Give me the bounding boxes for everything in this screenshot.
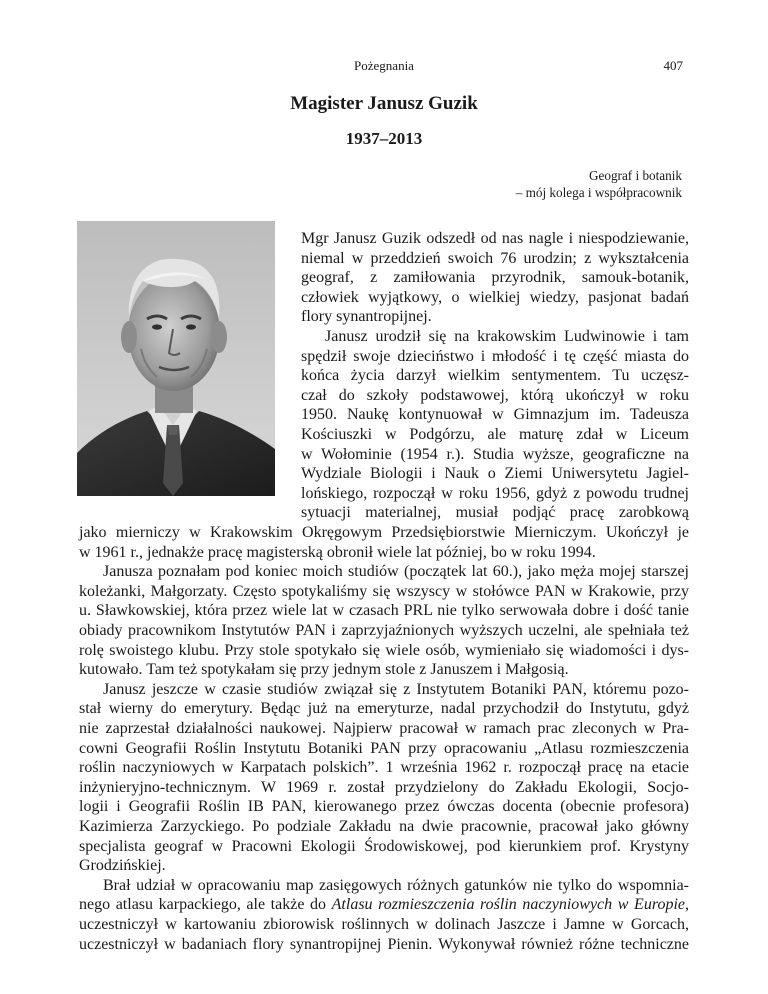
body-line: Janusz jeszcze w czasie studiów związał się z Instytutem Botaniki PAN, któremu pozo- <box>103 681 689 698</box>
body-line: nie zaprzestał działalności naukowej. Najpierw pracował w ramach prac zleconych w Pra- <box>79 720 689 737</box>
body-line: jako mierniczy w Krakowskim Okręgowym Przedsiębiorstwie Mierniczym. Ukończył je <box>79 524 689 541</box>
body-line: flory synantropijnej. <box>301 308 432 325</box>
body-line: uczestniczył w kartowaniu zbiorowisk roślinnych w dolinach Jaszcze i Jamne w Gorcach, <box>79 916 689 933</box>
body-line: Janusza poznałam pod koniec moich studiów (początek lat 60.), jako męża mojej starszej <box>103 563 689 580</box>
body-line: Brał udział w opracowaniu map zasięgowych różnych gatunków nie tylko do wspomnia- <box>103 877 689 894</box>
body-line: Mgr Janusz Guzik odszedł od nas nagle i niespodziewanie, <box>301 230 689 247</box>
body-line: u. Sławkowskiej, która przez wiele lat w czasach PRL nie tylko serwowała dobre i dość tanie <box>79 602 689 619</box>
body-line: Grodzińskiej. <box>79 857 166 874</box>
body-line: specjalista geograf w Pracowni Ekologii Środowiskowej, pod kierunkiem prof. Krystyny <box>79 838 689 855</box>
body-line: sytuacji materialnej, musiał podjąć pracę zarobkową <box>301 504 689 521</box>
running-head <box>0 58 768 78</box>
portrait-illustration <box>77 221 275 496</box>
body-line: Kościuszki w Podgórzu, ale maturę zdał w Liceum <box>301 426 689 443</box>
body-line: stał wierny do emerytury. Będąc już na emeryturze, nadal przychodził do Instytutu, gdyż <box>79 700 689 717</box>
body-line: obiady pracownikom Instytutów PAN i zaprzyjaźnionych wyższych uczelni, ale spełniała też <box>79 622 689 639</box>
body-line: geograf, z zamiłowania przyrodnik, samouk-botanik, <box>301 269 689 286</box>
body-line: kutowało. Tam też spotykałam się przy jednym stole z Januszem i Małgosią. <box>79 661 569 678</box>
body-line: człowiek wyjątkowy, o wielkiej wiedzy, pasjonat badań <box>301 289 689 306</box>
body-line: logii i Geografii Roślin IB PAN, kierowanego przez ówczas docenta (obecnie profesora) <box>79 798 689 815</box>
epigraph-line: – mój kolega i współpracownik <box>515 184 682 200</box>
body-line: spędził swoje dzieciństwo i młodość i tę część miasta do <box>301 348 689 365</box>
running-title: Pożegnania <box>354 58 414 73</box>
book-title-italic: Atlasu rozmieszczenia roślin naczyniowych w Europie <box>331 896 686 913</box>
body-line: niemal w przeddzień swoich 76 urodzin; z wykształcenia <box>301 250 689 267</box>
body-line: czał do szkoły podstawowej, którą ukończył w roku <box>301 387 689 404</box>
body-line: roślin naczyniowych w Karpatach polskich”. 1 września 1962 r. rozpoczął pracę na etacie <box>79 759 689 776</box>
body-text-run: , <box>685 896 690 913</box>
body-line: w Wołominie (1954 r.). Studia wyższe, geograficzne na <box>301 446 689 463</box>
body-line: uczestniczył w badaniach flory synantropijnej Pienin. Wykonywał również różne techniczne <box>79 936 689 953</box>
portrait-photo <box>77 221 275 496</box>
article-title: Magister Janusz Guzik <box>290 93 478 114</box>
body-line: w 1961 r., jednakże pracę magisterską obronił wiele lat później, bo w roku 1994. <box>79 544 596 561</box>
life-dates: 1937–2013 <box>345 129 423 148</box>
body-line: lońskiego, rozpoczął w roku 1956, gdyż z powodu trudnej <box>301 485 689 502</box>
body-line: końca życia darzył wielkim sentymentem. Tu uczęsz- <box>301 367 689 384</box>
body-text-run: nego atlasu karpackiego, ale także do <box>79 896 332 913</box>
epigraph <box>516 168 682 201</box>
body-line: inżynieryjno-technicznym. W 1969 r. został przydzielony do Zakładu Ekologii, Socjo- <box>79 779 689 796</box>
body-line: koleżanki, Małgorzaty. Często spotykaliśmy się wszyscy w stołówce PAN w Krakowie, przy <box>79 583 689 600</box>
body-line: Wydziale Biologii i Nauk o Ziemi Uniwersytetu Jagiel- <box>301 465 689 482</box>
body-line: 1950. Naukę kontynuował w Gimnazjum im. Tadeusza <box>301 406 689 423</box>
body-line: cowni Geografii Roślin Instytutu Botaniki PAN przy opracowaniu „Atlasu rozmieszczenia <box>79 740 689 757</box>
page-number: 407 <box>663 58 683 73</box>
body-line: Janusz urodził się na krakowskim Ludwinowie i tam <box>325 328 689 345</box>
body-line <box>79 895 689 915</box>
body-line: rolę swoistego klubu. Przy stole spotykało się wiele osób, wymieniało się wiadomości i dys- <box>79 642 689 659</box>
body-line: Kazimierza Zarzyckiego. Po podziale Zakładu na dwie pracownie, pracował jako główny <box>79 818 689 835</box>
epigraph-line: Geograf i botanik <box>588 168 682 183</box>
